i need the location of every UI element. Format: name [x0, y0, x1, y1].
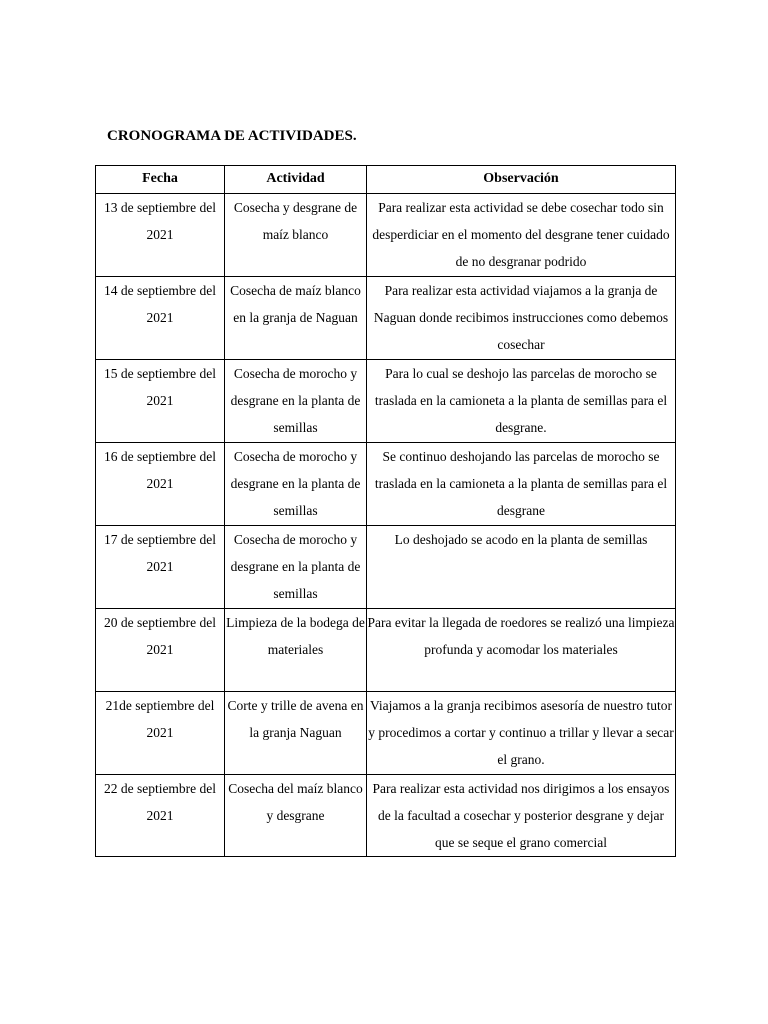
table-header — [96, 166, 676, 194]
fecha-cell: 13 de septiembre del 2021 — [96, 194, 225, 277]
header-actividad: Actividad — [225, 166, 367, 194]
header-fecha: Fecha — [96, 166, 225, 194]
observacion-cell: Para evitar la llegada de roedores se realizó una limpieza profunda y acomodar los materiales — [367, 609, 676, 692]
actividad-cell: Cosecha de maíz blanco en la granja de Naguan — [225, 277, 367, 360]
actividad-cell: Cosecha de morocho y desgrane en la planta de semillas — [225, 360, 367, 443]
actividad-cell: Cosecha del maíz blanco y desgrane — [225, 775, 367, 857]
actividad-cell: Corte y trille de avena en la granja Naguan — [225, 692, 367, 775]
table-row — [96, 194, 676, 277]
observacion-cell: Para lo cual se deshojo las parcelas de morocho se traslada en la camioneta a la planta de semillas para el desgrane. — [367, 360, 676, 443]
actividad-cell: Cosecha de morocho y desgrane en la planta de semillas — [225, 443, 367, 526]
document-title: CRONOGRAMA DE ACTIVIDADES. — [107, 128, 357, 144]
fecha-cell: 14 de septiembre del 2021 — [96, 277, 225, 360]
header-row — [96, 166, 676, 194]
table-row — [96, 526, 676, 609]
observacion-cell: Para realizar esta actividad se debe cosechar todo sin desperdiciar en el momento del desgrane tener cuidado de no desgranar podrido — [367, 194, 676, 277]
header-observacion: Observación — [367, 166, 676, 194]
schedule-table — [95, 165, 676, 857]
observacion-cell: Para realizar esta actividad nos dirigimos a los ensayos de la facultad a cosechar y posterior desgrane y dejar que se seque el grano comercial — [367, 775, 676, 857]
fecha-cell: 15 de septiembre del 2021 — [96, 360, 225, 443]
observacion-cell: Para realizar esta actividad viajamos a la granja de Naguan donde recibimos instrucciones como debemos cosechar — [367, 277, 676, 360]
fecha-cell: 16 de septiembre del 2021 — [96, 443, 225, 526]
fecha-cell: 21de septiembre del 2021 — [96, 692, 225, 775]
observacion-cell: Lo deshojado se acodo en la planta de semillas — [367, 526, 676, 609]
table-row — [96, 443, 676, 526]
table-row — [96, 609, 676, 692]
fecha-cell: 17 de septiembre del 2021 — [96, 526, 225, 609]
actividad-cell: Cosecha de morocho y desgrane en la planta de semillas — [225, 526, 367, 609]
table-row — [96, 692, 676, 775]
actividad-cell: Cosecha y desgrane de maíz blanco — [225, 194, 367, 277]
observacion-cell: Viajamos a la granja recibimos asesoría de nuestro tutor y procedimos a cortar y continuo a trillar y llevar a secar el grano. — [367, 692, 676, 775]
fecha-cell: 20 de septiembre del 2021 — [96, 609, 225, 692]
table-row — [96, 775, 676, 857]
table-body — [96, 194, 676, 857]
observacion-cell: Se continuo deshojando las parcelas de morocho se traslada en la camioneta a la planta de semillas para el desgrane — [367, 443, 676, 526]
fecha-cell: 22 de septiembre del 2021 — [96, 775, 225, 857]
actividad-cell: Limpieza de la bodega de materiales — [225, 609, 367, 692]
table-row — [96, 277, 676, 360]
table-row — [96, 360, 676, 443]
